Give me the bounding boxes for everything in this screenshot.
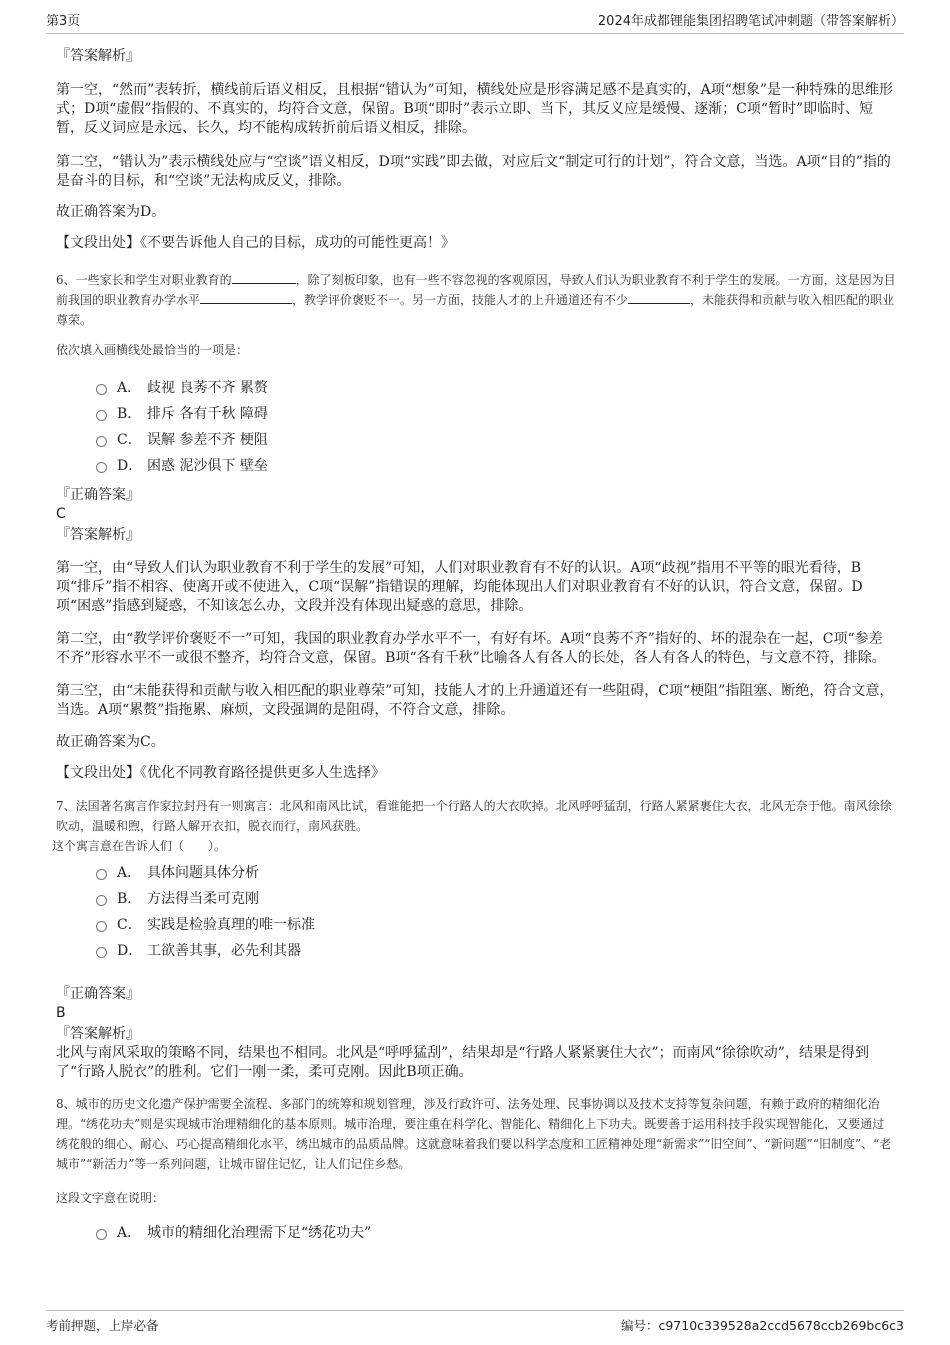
q6-option-d[interactable]: D． 困惑 泥沙俱下 壁垒: [96, 453, 896, 479]
q5-analysis-label: 『答案解析』: [56, 48, 140, 64]
q6-source: 【文段出处】《优化不同教育路径提供更多人生选择》: [56, 765, 385, 781]
q6-option-c[interactable]: C． 误解 参差不齐 梗阻: [96, 427, 896, 453]
q7-option-c[interactable]: C． 实践是检验真理的唯一标准: [96, 912, 896, 938]
blank-3: [628, 290, 690, 304]
radio-icon[interactable]: [96, 436, 107, 447]
q7-option-b[interactable]: B． 方法得当柔可克刚: [96, 886, 896, 912]
radio-icon[interactable]: [96, 462, 107, 473]
q6-conclusion: 故正确答案为C。: [56, 734, 165, 750]
q6-analysis-p2: 第二空，由“教学评价褒贬不一”可知，我国的职业教育办学水平不一，有好有坏。A项“良莠不齐”指好的、坏的混杂在一起，C项“参差不齐”形容水平不一或很不整齐，均符合文意，保留。B项“各有千秋”比喻各人有各人的长处，各人有各人的特色，与文意不符，排除。: [56, 631, 886, 666]
q7-prompt: 这个寓言意在告诉人们（ ）。: [52, 839, 227, 853]
q7-analysis: 北风与南风采取的策略不同，结果也不相同。北风是“呼呼猛刮”，结果却是“行路人紧紧裹住大衣”；而南风“徐徐吹动”，结果是得到了“行路人脱衣”的胜利。它们一刚一柔，柔可克刚。因此B项正确。: [56, 1045, 869, 1080]
q5-conclusion: 故正确答案为D。: [56, 204, 166, 220]
radio-icon[interactable]: [96, 410, 107, 421]
document-id: 编号：c9710c339528a2ccd5678ccb269bc6c3: [620, 1318, 904, 1333]
q5-analysis-p1: 第一空，“然而”表转折，横线前后语义相反，且根据“错认为”可知，横线处应是形容满足感不是真实的，A项“想象”是一种特殊的思维形式；D项“虚假”指假的、不真实的，均符合文意，保留。B项“即时”表示立即、当下，其反义应是缓慢、逐渐；C项“暂时”即临时、短暂，反义词应是永远、长久，均不能构成转折前后语义相反，排除。: [56, 82, 894, 136]
blank-1: [232, 270, 296, 284]
page-content: [52, 46, 896, 1246]
q6-analysis-p1: 第一空，由“导致人们认为职业教育不利于学生的发展”可知，人们对职业教育有不好的认识。A项“歧视”指用不平等的眼光看待，B项“排斥”指不相容、使离开或不使进入，C项“误解”指错误的理解，均能体现出人们对职业教育有不好的认识，符合文意，保留。D项“困惑”指感到疑惑，不知该怎么办，文段并没有体现出疑惑的意思，排除。: [56, 560, 863, 614]
q7-option-d[interactable]: D． 工欲善其事，必先利其器: [96, 938, 896, 964]
q6-analysis-label: 『答案解析』: [56, 527, 140, 543]
q7-answer-label: 『正确答案』: [56, 986, 140, 1002]
q6-option-b[interactable]: B． 排斥 各有千秋 障碍: [96, 401, 896, 427]
page-footer: [46, 1310, 904, 1334]
q6-answer: C: [56, 506, 66, 522]
q6-answer-label: 『正确答案』: [56, 487, 140, 503]
q5-analysis-p2: 第二空，“错认为”表示横线处应与“空谈”语义相反，D项“实践”即去做，对应后文“制定可行的计划”，符合文意，当选。A项“目的”指的是奋斗的目标，和“空谈”无法构成反义，排除。: [56, 154, 891, 189]
q7-analysis-label: 『答案解析』: [56, 1026, 140, 1042]
q7-option-a[interactable]: A． 具体问题具体分析: [96, 860, 896, 886]
page-header: [46, 10, 904, 34]
radio-icon[interactable]: [96, 947, 107, 958]
q6-option-a[interactable]: A． 歧视 良莠不齐 累赘: [96, 375, 896, 401]
radio-icon[interactable]: [96, 895, 107, 906]
q8-option-a[interactable]: A． 城市的精细化治理需下足“绣花功夫”: [96, 1220, 896, 1246]
q8-options: [56, 1220, 896, 1246]
page-number: 第3页: [46, 14, 81, 29]
q6-options: [56, 375, 896, 479]
q6-analysis-p3: 第三空，由“未能获得和贡献与收入相匹配的职业尊荣”可知，技能人才的上升通道还有一些阻碍，C项“梗阻”指阻塞、断绝，符合文意，当选。A项“累赘”指拖累、麻烦，文段强调的是阻碍，不符合文意，排除。: [56, 683, 894, 718]
q7-answer: B: [56, 1005, 66, 1021]
radio-icon[interactable]: [96, 921, 107, 932]
document-title: 2024年成都锂能集团招聘笔试冲刺题（带答案解析）: [597, 14, 904, 29]
radio-icon[interactable]: [96, 1229, 107, 1240]
footer-slogan: 考前押题，上岸必备: [46, 1318, 159, 1333]
q7-stem: 7、法国著名寓言作家拉封丹有一则寓言：北风和南风比试，看谁能把一个行路人的大衣吹掉。北风呼呼猛刮，行路人紧紧裹住大衣，北风无奈于他。南风徐徐吹动，温暖和煦，行路人解开衣扣，脱衣而行，南风获胜。: [56, 799, 892, 833]
radio-icon[interactable]: [96, 384, 107, 395]
blank-2: [200, 290, 292, 304]
q6-stem: 6、一些家长和学生对职业教育的 ，除了刻板印象，也有一些不容忽视的客观原因，导致人们认为职业教育不利于学生的发展。一方面，这是因为目前我国的职业教育办学水平 ，教学评价褒贬不一。另一方面，技能人才的上升通道还有不少 ，未能获得和贡献与收入相匹配的职业尊荣。: [56, 270, 896, 330]
q8-stem: 8、城市的历史文化遗产保护需要全流程、多部门的统筹和规划管理，涉及行政许可、法务处理、民事协调以及技术支持等复杂问题，有赖于政府的精细化治理。“绣花功夫”则是实现城市治理精细化的基本原则。城市治理，要注重在科学化、智能化、精细化上下功夫。既要善于运用科技手段实现智能化，又要通过绣花般的细心、耐心、巧心提高精细化水平，绣出城市的品质品牌。这就意味着我们要以科学态度和工匠精神处理“新需求”“旧空间”、“新问题”“旧制度”、“老城市”“新活力”等一系列问题，让城市留住记忆，让人们记住乡愁。: [56, 1097, 892, 1171]
q6-prompt: 依次填入画横线处最恰当的一项是：: [56, 343, 249, 357]
radio-icon[interactable]: [96, 869, 107, 880]
q8-prompt: 这段文字意在说明：: [56, 1191, 165, 1205]
q7-options: [56, 860, 896, 964]
q5-source: 【文段出处】《不要告诉他人自己的目标，成功的可能性更高！》: [56, 235, 455, 251]
